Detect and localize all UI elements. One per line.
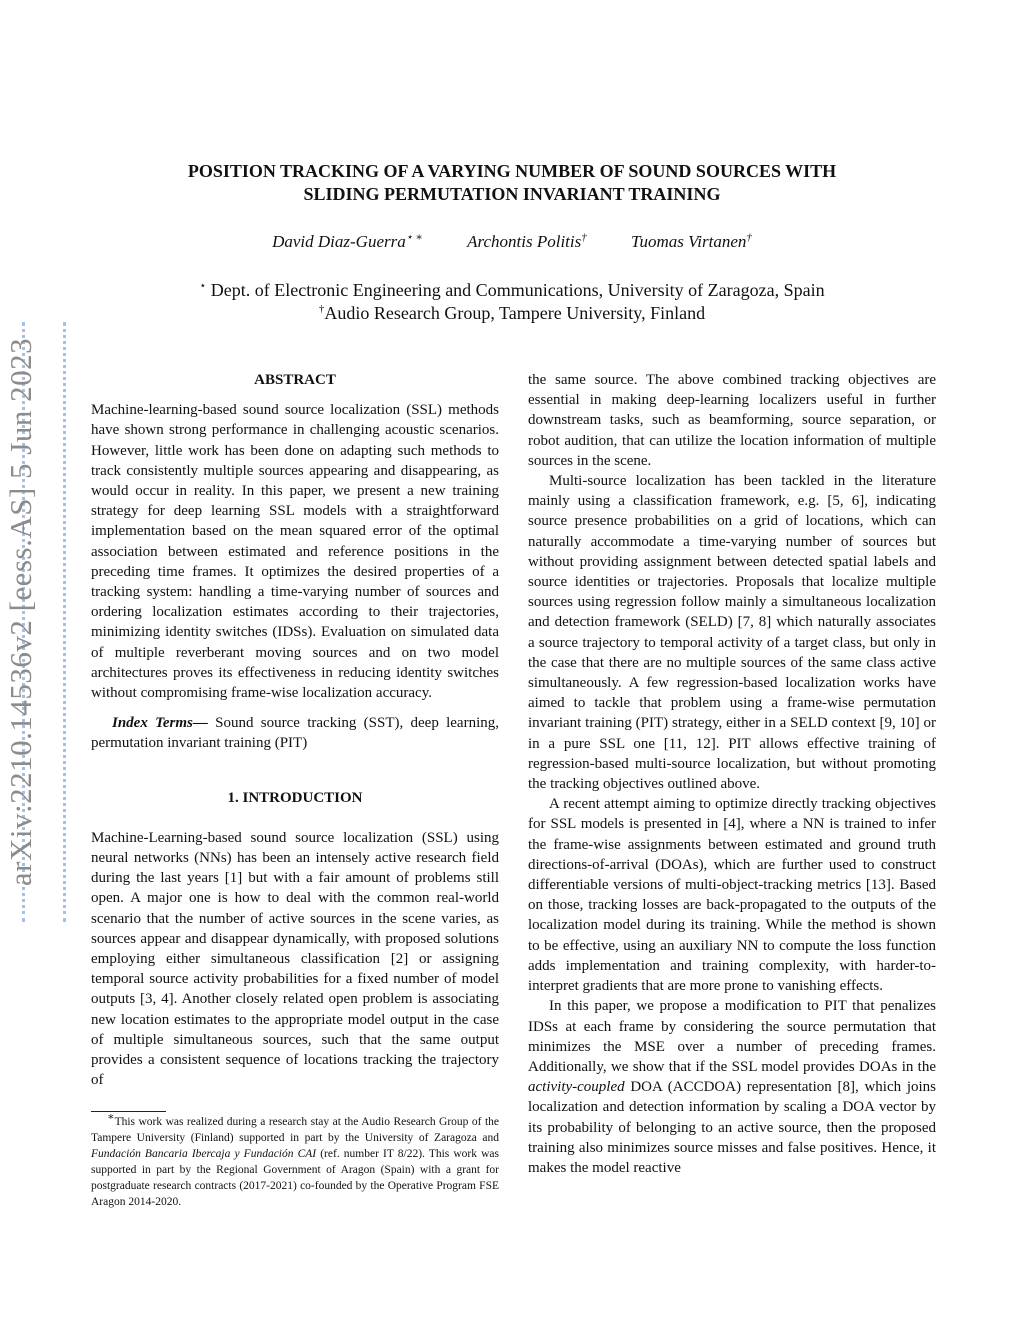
author-name: David Diaz-Guerra xyxy=(272,232,406,251)
right-column xyxy=(528,370,936,1178)
author-marks: † xyxy=(581,231,587,244)
affiliations xyxy=(120,279,904,325)
title-line-1: POSITION TRACKING OF A VARYING NUMBER OF SOUND SOURCES WITH xyxy=(187,161,837,181)
author-marks: ⋆ ∗ xyxy=(405,231,423,244)
abstract-heading: ABSTRACT xyxy=(254,372,336,388)
author-name: Archontis Politis xyxy=(467,232,582,251)
affiliation xyxy=(120,302,904,325)
emphasis: activity-coupled xyxy=(528,1079,625,1096)
paragraph: the same source. The above combined tracking objectives are essential in making deep-learning localizers useful in further downstream tasks, such as beamforming, source separation, or robot audition, that can utilize the location information of multiple sources in the scene. xyxy=(528,372,936,469)
author-marks: † xyxy=(746,231,752,244)
affiliation-text: Dept. of Electronic Engineering and Communications, University of Zaragoza, Spain xyxy=(206,280,825,300)
title-line-2: SLIDING PERMUTATION INVARIANT TRAINING xyxy=(303,184,721,204)
abstract-text: Machine-learning-based sound source localization (SSL) methods have shown strong performance in challenging acoustic scenarios. However, little work has been done on adapting such methods to track consistently multiple sources appearing and disappearing, as would occur in reality. In this paper, we present a new training strategy for deep learning SSL models with a straightforward implementation based on the mean squared error of the optimal association between estimated and reference positions in the preceding time frames. It optimizes the desired properties of a tracking system: handling a time-varying number of sources and ordering localization estimates according to their trajectories, minimizing identity switches (IDSs). Evaluation on simulated data of multiple reverberant moving sources and on two model architectures proves its effectiveness in reducing identity switches without compromising frame-wise localization accuracy. xyxy=(91,402,499,702)
footnote-rule xyxy=(91,1111,166,1112)
author xyxy=(467,232,587,251)
paragraph xyxy=(528,996,936,1178)
affiliation-mark: ⋆ xyxy=(199,280,207,292)
paper-title xyxy=(120,160,904,206)
index-terms-text: Sound source tracking (SST), deep learning, permutation invariant training (PIT) xyxy=(91,715,500,752)
paragraph: Multi-source localization has been tackled in the literature mainly using a classification framework, e.g. [5, 6], indicating source presence probabilities on a grid of locations, which can naturally accommodate a time-varying number of sources but without providing assignment between detected spatial labels and source identities or trajectories. Proposals that localize multiple sources using regression follow mainly a simultaneous localization and detection framework (SELD) [7, 8] which naturally associates a source trajectory to temporal activity of a target class, but only in the case that there are no multiple sources of the same class active simultaneously. A few regression-based localization works have aimed to tackle that problem using a frame-wise permutation invariant training (PIT) strategy, either in a SELD context [9, 10] or in a pure SSL one [11, 12]. PIT allows effective training of regression-based multi-source localization, but without promoting the tracking objectives outlined above. xyxy=(528,473,936,793)
arxiv-identifier: arXiv:2210.14536v2 [eess.AS] 5 Jun 2023 xyxy=(3,337,38,887)
affiliation xyxy=(120,279,904,302)
author-list xyxy=(120,232,904,252)
index-terms xyxy=(91,713,499,753)
paragraph-part: DOA (ACCDOA) representation [8], which joins localization and detection information by scaling a DOA vector by its probability of belonging to an active source, then the proposed training also minimizes source misses and false positives. Hence, it makes the model reactive xyxy=(528,1079,936,1176)
author-name: Tuomas Virtanen xyxy=(631,232,747,251)
affiliation-mark: † xyxy=(318,303,325,315)
footnote-text: This work was realized during a research stay at the Audio Research Group of the Tampere University (Finland) supported in part by the University of Zaragoza and xyxy=(91,1116,499,1144)
paragraph: A recent attempt aiming to optimize directly tracking objectives for SSL models is presented in [4], where a NN is trained to infer the frame-wise assignments between estimated and ground truth directions-of-arrival (DOAs), which are further used to construct differentiable versions of multi-object-tracking metrics [13]. Based on those, tracking losses are back-propagated to the outputs of the localization model during its training. While the method is shown to be effective, using an auxiliary NN to compute the loss function adds implementation and training complexity, with harder-to-interpret gradients that are more prone to vanishing effects. xyxy=(528,796,936,995)
affiliation-text: Audio Research Group, Tampere University, Finland xyxy=(324,303,706,323)
footnote-mark: ∗ xyxy=(107,1111,115,1124)
left-column xyxy=(91,370,499,1091)
footnote xyxy=(91,1111,499,1210)
footnote-text: (ref. number IT 8/22). This work was supported in part by the Regional Government of Aragon (Spain) with a grant for postgraduate research contracts (2017-2021) co-founded by the Operative Program FSE Aragon 2014-2020. xyxy=(91,1148,499,1208)
intro-paragraph: Machine-Learning-based sound source localization (SSL) using neural networks (NNs) has been an intensely active research field during the last years [1] but with a fair amount of problems still open. A major one is how to deal with the common real-world scenario that the number of active sources in the scene varies, as sources appear and disappear dynamically, with proposed solutions employing either simultaneous classification [2] or assigning temporal source activity probabilities for a fixed number of model outputs [3, 4]. Another closely related open problem is associating new location estimates to the appropriate model output in the case of multiple simultaneous sources, such that the same output provides a consistent sequence of locations tracking the trajectory of xyxy=(91,829,499,1089)
index-terms-label: Index Terms— xyxy=(112,715,208,732)
author xyxy=(272,232,423,251)
footnote-emphasis: Fundación Bancaria Ibercaja y Fundación CAI xyxy=(91,1148,317,1160)
intro-heading: 1. INTRODUCTION xyxy=(227,789,363,806)
paragraph-part: In this paper, we propose a modification to PIT that penalizes IDSs at each frame by considering the source permutation that minimizes the MSE over a number of preceding frames. Additionally, we show that if the SSL model provides DOAs in the xyxy=(528,998,936,1075)
author xyxy=(631,232,752,251)
